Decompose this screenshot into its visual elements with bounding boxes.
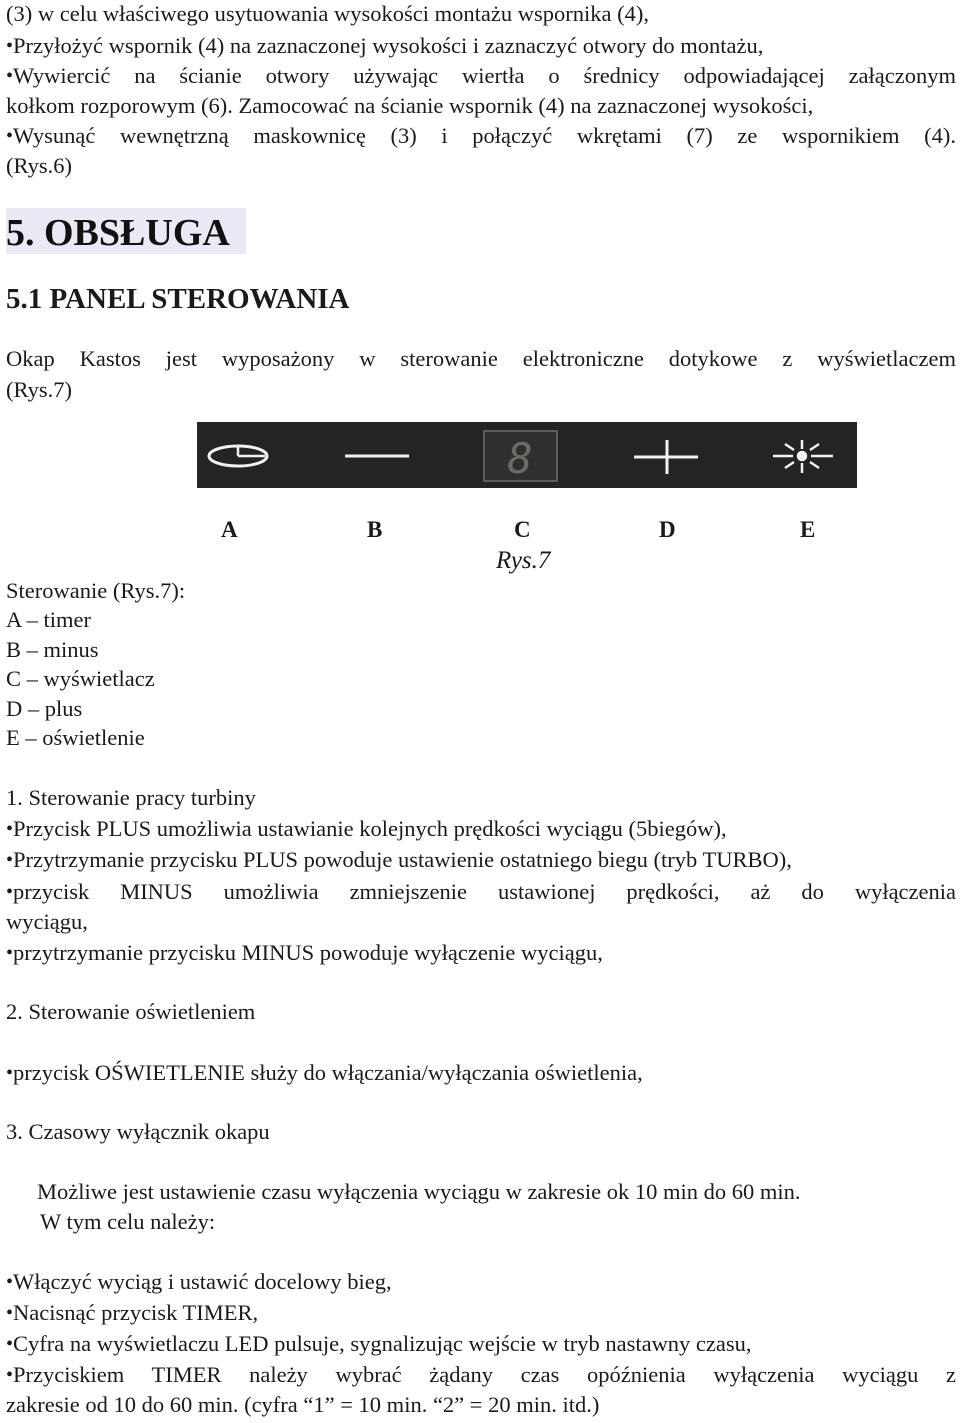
section-3-title: 3. Czasowy wyłącznik okapu (6, 1119, 270, 1144)
intro-line-2 (6, 35, 763, 58)
control-item: D – plus (6, 696, 83, 721)
bullet: • (6, 849, 14, 871)
controls-title: Sterowanie (Rys.7): (6, 578, 186, 603)
list-item (6, 849, 792, 872)
list-text: Nacisnąć przycisk TIMER, (13, 1300, 259, 1325)
panel-label-c: C (514, 517, 531, 542)
plus-icon (634, 440, 698, 474)
list-item-continuation: zakresie od 10 do 60 min. (cyfra “1” = 10 min. “2” = 20 min. itd.) (6, 1392, 600, 1417)
list-item (6, 1364, 956, 1387)
intro-line-1: (3) w celu właściwego usytuowania wysokości montażu wspornika (4), (6, 1, 649, 26)
list-item-continuation: wyciągu, (6, 909, 88, 934)
panel-intro-line-2: (Rys.7) (6, 377, 72, 402)
intro-line-4: kołkom rozporowym (6). Zamocować na ścianie wspornik (4) na zaznaczonej wysokości, (6, 93, 814, 118)
list-text: Włączyć wyciąg i ustawić docelowy bieg, (13, 1269, 392, 1294)
section-3-paragraph: Możliwe jest ustawienie czasu wyłączenia wyciągu w zakresie ok 10 min do 60 min. (37, 1179, 801, 1204)
bullet: • (6, 65, 14, 87)
intro-text: Przyłożyć wspornik (4) na zaznaczonej wysokości i zaznaczyć otwory do montażu, (13, 33, 764, 58)
section-3-paragraph: W tym celu należy: (40, 1209, 216, 1234)
list-text: przytrzymanie przycisku MINUS powoduje wyłączenie wyciągu, (13, 940, 603, 965)
section-heading-obsluga (6, 208, 246, 254)
list-item (6, 1302, 258, 1325)
bullet: • (6, 1333, 14, 1355)
bullet: • (6, 1364, 14, 1386)
control-panel-figure (197, 422, 857, 488)
intro-line-6: (Rys.6) (6, 153, 72, 178)
panel-label-b: B (367, 517, 383, 542)
list-text: przycisk OŚWIETLENIE służy do włączania/wyłączania oświetlenia, (13, 1060, 643, 1085)
panel-label-e: E (800, 517, 816, 542)
bullet: • (6, 942, 14, 964)
subsection-heading-panel: 5.1 PANEL STEROWANIA (6, 283, 350, 315)
list-text: przycisk MINUS umożliwia zmniejszenie ustawionej prędkości, aż do wyłączenia (13, 879, 956, 904)
section-2-title: 2. Sterowanie oświetleniem (6, 999, 256, 1024)
intro-line-5 (6, 125, 956, 148)
list-text: Cyfra na wyświetlaczu LED pulsuje, sygnalizując wejście w tryb nastawny czasu, (13, 1331, 752, 1356)
intro-line-3 (6, 65, 956, 88)
bullet: • (6, 1271, 14, 1293)
figure-caption: Rys.7 (496, 547, 551, 574)
list-text: Przyciskiem TIMER należy wybrać żądany czas opóźnienia wyłączenia wyciągu z (13, 1362, 956, 1387)
list-item (6, 1333, 752, 1356)
list-item (6, 1062, 643, 1085)
bullet: • (6, 35, 14, 57)
intro-text: Wysunąć wewnętrzną maskownicę (3) i połączyć wkrętami (7) ze wspornikiem (4). (13, 123, 956, 148)
control-item: C – wyświetlacz (6, 666, 155, 691)
bullet: • (6, 125, 14, 147)
display-digit: 8 (507, 434, 533, 483)
heading-text: 5. OBSŁUGA (6, 212, 230, 254)
display-icon (484, 431, 557, 483)
list-text: Przycisk PLUS umożliwia ustawianie kolejnych prędkości wyciągu (5biegów), (13, 816, 727, 841)
panel-label-a: A (221, 517, 238, 542)
panel-intro-line-1: Okap Kastos jest wyposażony w sterowanie elektroniczne dotykowe z wyświetlaczem (6, 346, 956, 371)
list-item (6, 1271, 392, 1294)
bullet: • (6, 1302, 14, 1324)
light-icon (773, 440, 833, 473)
panel-label-d: D (659, 517, 676, 542)
list-text: Przytrzymanie przycisku PLUS powoduje ustawienie ostatniego biegu (tryb TURBO), (13, 847, 792, 872)
section-1-title: 1. Sterowanie pracy turbiny (6, 785, 256, 810)
bullet: • (6, 881, 14, 903)
bullet: • (6, 1062, 14, 1084)
timer-icon (209, 445, 267, 466)
bullet: • (6, 818, 14, 840)
control-item: E – oświetlenie (6, 725, 145, 750)
control-item: A – timer (6, 607, 91, 632)
list-item (6, 942, 603, 965)
list-item (6, 818, 727, 841)
intro-text: Wywiercić na ścianie otwory używając wiertła o średnicy odpowiadającej załączonym (13, 63, 956, 88)
list-item (6, 881, 956, 904)
control-item: B – minus (6, 637, 99, 662)
